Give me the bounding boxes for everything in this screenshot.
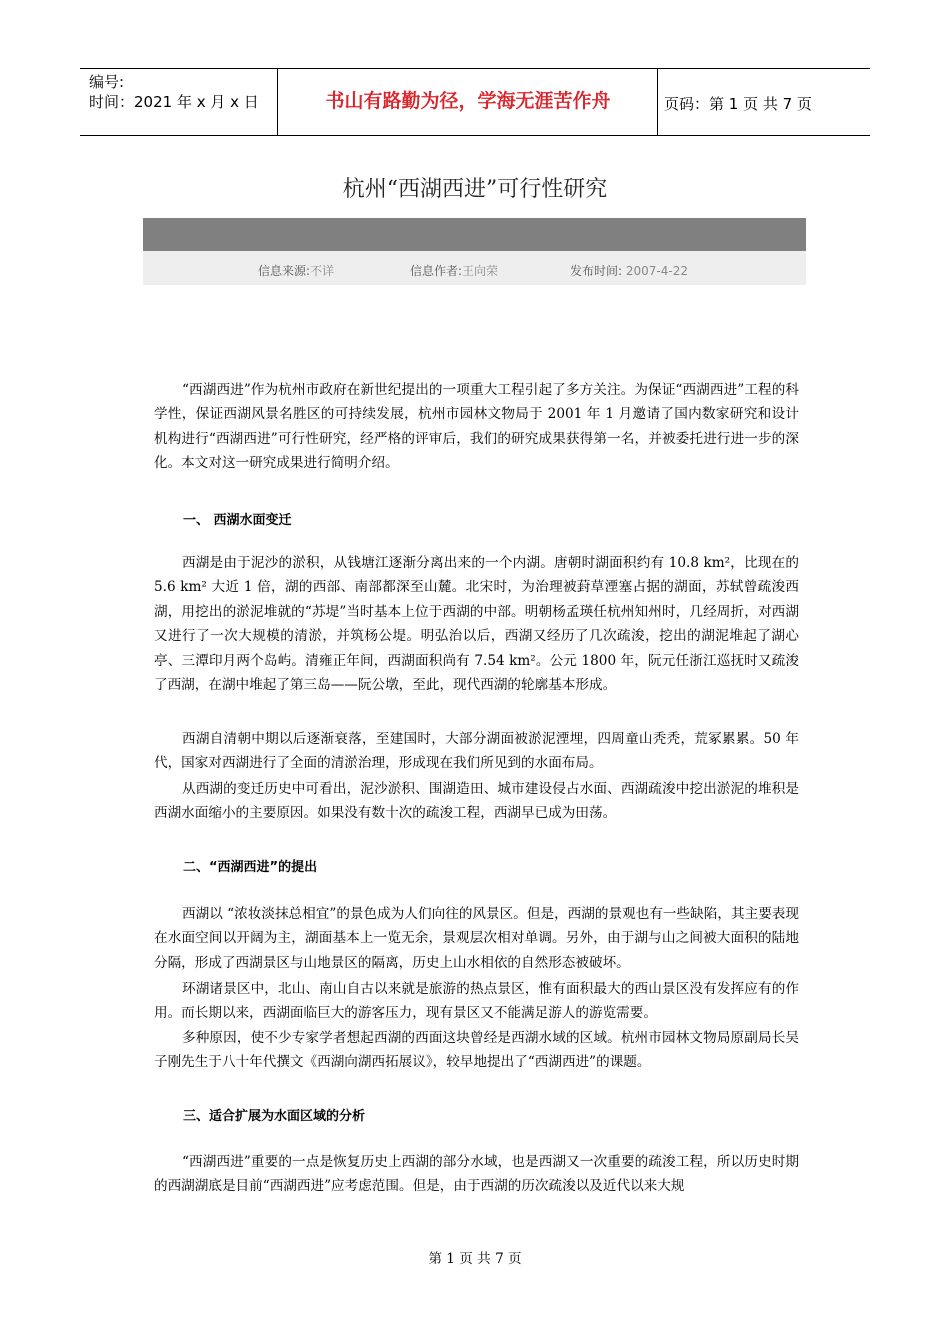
section-2-heading: 二、“西湖西进”的提出: [183, 860, 318, 875]
meta-date-value: 2007-4-22: [625, 264, 688, 278]
header-bottom-rule: [80, 135, 870, 136]
article-meta-bar: [143, 251, 806, 285]
meta-source-value: 不详: [310, 264, 335, 278]
title-banner-bar: [143, 218, 806, 251]
header-number-label: 编号:: [89, 73, 125, 91]
header-slogan: 书山有路勤为径，学海无涯苦作舟: [325, 90, 611, 112]
meta-author-label: 信息作者:: [410, 264, 463, 278]
section-2-paragraph-1: 西湖以 “浓妆淡抹总相宜”的景色成为人们向往的风景区。但是，西湖的景观也有一些缺陷，其主要表现在水面空间以开阔为主，湖面基本上一览无余，景观层次相对单调。另外，由于湖与山之间被大面积的陆地分隔，形成了西湖景区与山地景区的隔离，历史上山水相依的自然形态被破坏。: [154, 906, 799, 971]
section-3-heading: 三、适合扩展为水面区域的分析: [183, 1109, 366, 1124]
meta-author: [410, 262, 498, 279]
page-title: 杭州“西湖西进”可行性研究: [342, 177, 608, 202]
header-divider-right: [657, 68, 658, 135]
intro-paragraph: “西湖西进”作为杭州市政府在新世纪提出的一项重大工程引起了多方关注。为保证“西湖西进”工程的科学性，保证西湖风景名胜区的可持续发展，杭州市园林文物局于 2001 年 1 月邀请了国内数家研究和设计机构进行“西湖西进”可行性研究，经严格的评审后，我们的研究成果获得第一名，并被委托进行进一步的深化。本文对这一研究成果进行简明介绍。: [154, 382, 799, 472]
section-1-paragraph-3: 从西湖的变迁历史中可看出，泥沙淤积、围湖造田、城市建设侵占水面、西湖疏浚中挖出淤泥的堆积是西湖水面缩小的主要原因。如果没有数十次的疏浚工程，西湖早已成为田荡。: [154, 781, 799, 822]
header-divider-left: [277, 68, 278, 135]
section-2-paragraph-2: 环湖诸景区中，北山、南山自古以来就是旅游的热点景区，惟有面积最大的西山景区没有发挥应有的作用。而长期以来，西湖面临巨大的游客压力，现有景区又不能满足游人的游览需要。: [154, 981, 799, 1022]
section-3-paragraph-1: “西湖西进”重要的一点是恢复历史上西湖的部分水域，也是西湖又一次重要的疏浚工程，所以历史时期的西湖湖底是目前“西湖西进”应考虑范围。但是，由于西湖的历次疏浚以及近代以来大规: [154, 1154, 799, 1195]
section-1-paragraph-1: 西湖是由于泥沙的淤积，从钱塘江逐渐分离出来的一个内湖。唐朝时湖面积约有 10.8 km²，比现在的 5.6 km² 大近 1 倍，湖的西部、南部都深至山麓。北宋时，为治理被葑草湮塞占据的湖面，苏轼曾疏浚西湖，用挖出的淤泥堆就的“苏堤”当时基本上位于西湖的中部。明朝杨孟瑛任杭州知州时，几经周折，对西湖又进行了一次大规模的清淤，并筑杨公堤。明弘治以后，西湖又经历了几次疏浚，挖出的湖泥堆起了湖心亭、三潭印月两个岛屿。清雍正年间，西湖面积尚有 7.54 km²。公元 1800 年，阮元任浙江巡抚时又疏浚了西湖，在湖中堆起了第三岛——阮公墩，至此，现代西湖的轮廓基本形成。: [154, 555, 799, 694]
header-left-cell: [89, 72, 259, 112]
meta-source-label: 信息来源:: [258, 264, 311, 278]
meta-source: [258, 262, 334, 279]
section-2-paragraph-3: 多种原因，使不少专家学者想起西湖的西面这块曾经是西湖水域的区域。杭州市园林文物局原副局长吴子刚先生于八十年代撰文《西湖向湖西拓展议》，较早地提出了“西湖西进”的课题。: [154, 1030, 799, 1071]
section-1-heading: 一、 西湖水面变迁: [183, 513, 292, 528]
section-1-paragraph-2: 西湖自清朝中期以后逐渐衰落，至建国时，大部分湖面被淤泥湮埋，四周童山秃秃，荒冢累累。50 年代，国家对西湖进行了全面的清淤治理，形成现在我们所见到的水面布局。: [154, 731, 799, 772]
page-footer: 第 1 页 共 7 页: [428, 1251, 522, 1267]
meta-author-value: 王向荣: [462, 264, 499, 278]
meta-date-label: 发布时间:: [570, 264, 623, 278]
header-time-label: 时间：2021 年 x 月 x 日: [89, 93, 259, 111]
meta-date: [570, 262, 688, 279]
header-top-rule: [80, 68, 870, 69]
header-page-info: 页码：第 1 页 共 7 页: [664, 95, 812, 113]
